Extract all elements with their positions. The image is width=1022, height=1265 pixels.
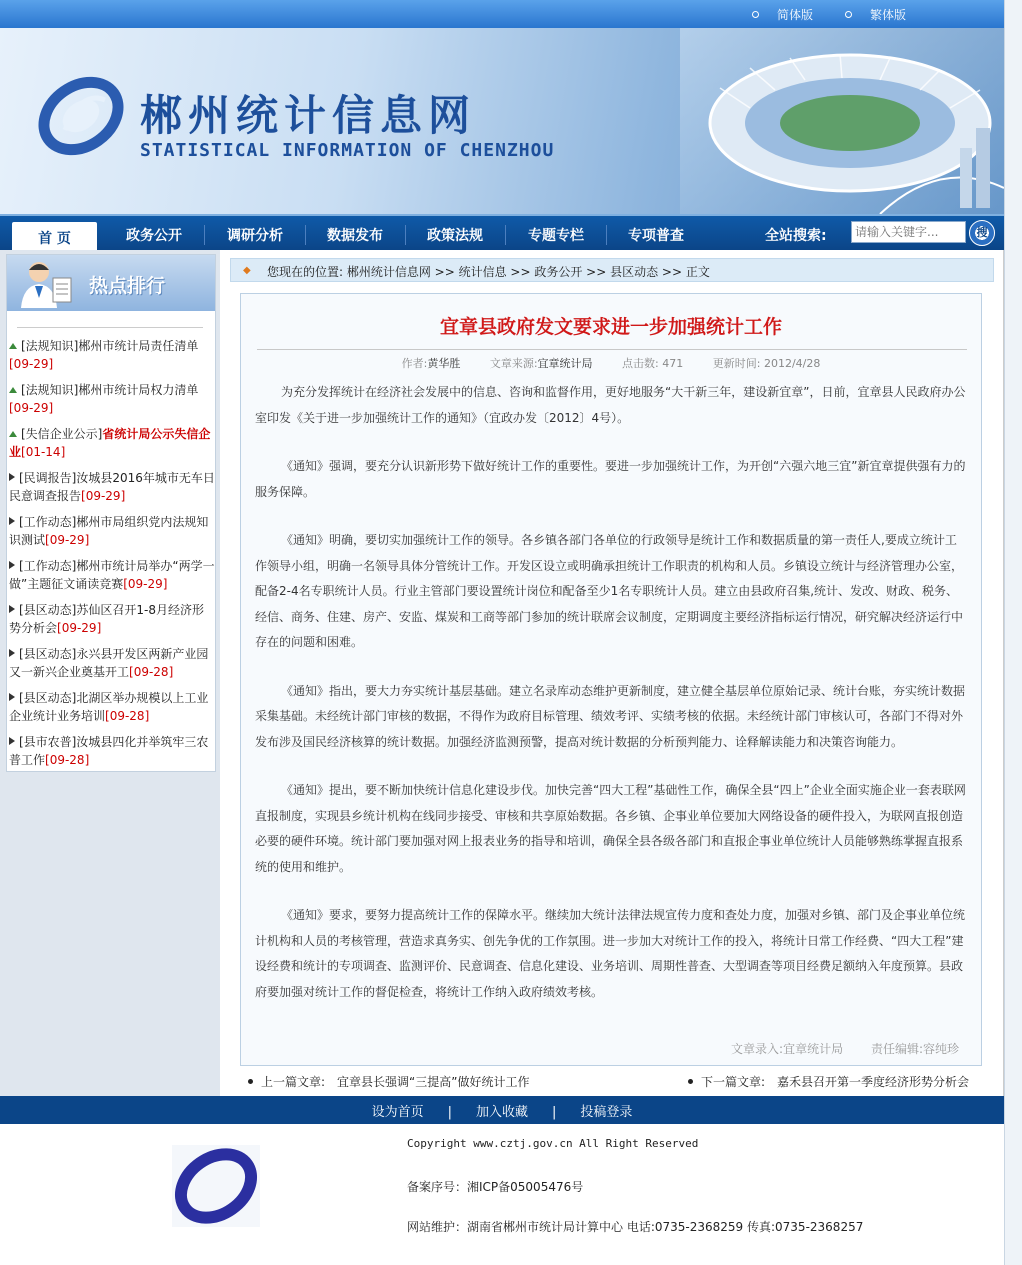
nav-data-release[interactable]: 数据发布 <box>327 228 383 244</box>
breadcrumb-text: 您现在的位置: 郴州统计信息网 >> 统计信息 >> 政务公开 >> 县区动态 >> 正文 <box>267 265 710 279</box>
bullet-triangle-icon <box>9 693 15 701</box>
bullet-triangle-icon <box>9 649 15 657</box>
nav-policy[interactable]: 政策法规 <box>427 228 483 244</box>
list-item[interactable] <box>9 381 215 417</box>
list-item[interactable] <box>9 689 215 725</box>
next-title: 嘉禾县召开第一季度经济形势分析会 <box>777 1075 970 1089</box>
traditional-label: 繁体版 <box>870 8 907 22</box>
list-item-text: [县市农普]汝城县四化并举筑牢三农普工作 <box>9 735 209 767</box>
list-item-date: [09-28] <box>129 665 174 679</box>
add-favorite-link[interactable]: 加入收藏 <box>475 1105 528 1120</box>
divider <box>257 349 967 350</box>
prev-title: 宜章县长强调“三提高”做好统计工作 <box>337 1075 530 1089</box>
list-item-date: [09-28] <box>45 753 90 767</box>
nav-home[interactable]: 首 页 <box>12 222 97 252</box>
hot-ranking-title: 热点排行 <box>89 275 166 297</box>
list-item-date: [01-14] <box>21 445 66 459</box>
scrollbar[interactable] <box>1004 0 1022 1265</box>
list-item[interactable] <box>9 557 215 593</box>
article-title: 宜章县政府发文要求进一步加强统计工作 <box>439 316 782 338</box>
list-item[interactable] <box>9 337 215 373</box>
bullet-triangle-icon <box>9 517 15 525</box>
list-item[interactable] <box>9 645 215 681</box>
list-item-date: [09-28] <box>105 709 150 723</box>
traditional-link[interactable] <box>845 6 906 23</box>
search-label: 全站搜索: <box>765 228 827 244</box>
list-item-text: [法规知识]郴州市统计局责任清单 <box>21 339 199 353</box>
divider <box>17 327 203 328</box>
list-item-date: [09-29] <box>57 621 102 635</box>
updated-value: 2012/4/28 <box>763 357 821 370</box>
list-item-highlight: 省统计局公示失信企业 <box>9 427 211 459</box>
bullet-triangle-icon <box>9 473 15 481</box>
list-item[interactable] <box>9 513 215 549</box>
article-body <box>255 380 967 1028</box>
list-item-text: [县区动态]永兴县开发区两新产业园又一新兴企业奠基开工 <box>9 647 209 679</box>
author-label: 作者: <box>401 357 428 370</box>
simplified-label: 简体版 <box>777 8 814 22</box>
breadcrumb <box>230 258 994 282</box>
arrow-icon: ◆ <box>243 265 251 276</box>
bullet-triangle-icon <box>9 343 17 349</box>
editor-label: 责任编辑: <box>870 1042 923 1056</box>
list-item-date: [09-29] <box>81 489 126 503</box>
list-item-date: [09-29] <box>9 401 54 415</box>
hits-label: 点击数: <box>622 357 659 370</box>
footer <box>0 1124 1004 1265</box>
submit-login-link[interactable]: 投稿登录 <box>580 1105 633 1120</box>
bullet-triangle-icon <box>9 737 15 745</box>
circle-icon <box>752 11 759 18</box>
set-homepage-link[interactable]: 设为首页 <box>371 1105 424 1120</box>
simplified-link[interactable] <box>752 6 813 23</box>
list-item-text: [失信企业公示] <box>21 427 103 441</box>
search-button[interactable]: 搜 <box>969 220 995 246</box>
list-item-text: [工作动态]郴州市统计局举办“两学一做”主题征文诵读竞赛 <box>9 559 215 591</box>
top-bar <box>0 0 1004 28</box>
article <box>240 293 982 1066</box>
footer-links <box>0 1096 1004 1124</box>
nav-census[interactable]: 专项普查 <box>628 228 684 244</box>
article-meta <box>241 355 981 371</box>
bullet-icon <box>248 1079 253 1084</box>
bullet-icon <box>688 1079 693 1084</box>
prev-article-link[interactable] <box>248 1073 529 1090</box>
list-item-date: [09-29] <box>123 577 168 591</box>
sidebar <box>0 250 220 1096</box>
list-item-text: [法规知识]郴州市统计局权力清单 <box>21 383 199 397</box>
prev-label: 上一篇文章: <box>261 1075 326 1089</box>
search-input[interactable] <box>851 221 966 243</box>
list-item[interactable] <box>9 469 215 505</box>
nav-gov-affairs[interactable]: 政务公开 <box>126 228 182 244</box>
logo-icon <box>35 70 127 162</box>
bullet-triangle-icon <box>9 561 15 569</box>
user-avatar-icon <box>17 258 75 308</box>
paragraph: 《通知》提出，要不断加快统计信息化建设步伐。加快完善“四大工程”基础性工作，确保全县“四上”企业全面实施企业一套表联网直报制度，实现县乡统计机构在线同步接受、审核和共享原始数据。各乡镇、企事业单位要加大网络设备的硬件投入，为联网直报创造必要的硬件环境。统计部门要加强对网上报表业务的指导和培训，确保全县各级各部门和直报企事业单位统计人员能够熟练掌握直报系统的使用和维护。 <box>255 783 966 874</box>
entry-label: 文章录入: <box>731 1042 784 1056</box>
list-item[interactable] <box>9 425 215 461</box>
stadium-illustration <box>680 28 1004 214</box>
hot-ranking-box <box>6 254 216 772</box>
circle-icon <box>845 11 852 18</box>
source-label: 文章来源: <box>489 357 538 370</box>
bullet-triangle-icon <box>9 605 15 613</box>
article-footer <box>731 1040 959 1057</box>
footer-logo-icon <box>172 1145 260 1227</box>
paragraph: 为充分发挥统计在经济社会发展中的信息、咨询和监督作用，更好地服务“大干新三年，建设新宜章”，日前，宜章县人民政府办公室印发《关于进一步加强统计工作的通知》（宜政办发〔2012〕4号）。 <box>255 385 966 425</box>
next-label: 下一篇文章: <box>701 1075 766 1089</box>
list-item-date: [09-29] <box>9 357 54 371</box>
nav-special-topics[interactable]: 专题专栏 <box>528 228 584 244</box>
list-item-text: [县区动态]北湖区举办规模以上工业企业统计业务培训 <box>9 691 209 723</box>
bullet-triangle-icon <box>9 387 17 393</box>
site-subtitle: STATISTICAL INFORMATION OF CHENZHOU <box>140 140 555 161</box>
hot-ranking-header <box>7 255 215 311</box>
list-item[interactable] <box>9 733 215 769</box>
banner <box>0 28 1004 214</box>
separator: | <box>447 1105 452 1120</box>
updated-label: 更新时间: <box>712 357 761 370</box>
paragraph: 《通知》强调，要充分认识新形势下做好统计工作的重要性。要进一步加强统计工作，为开创“六强六地三宜”新宜章提供强有力的服务保障。 <box>255 459 966 499</box>
list-item-text: [民调报告]汝城县2016年城市无车日民意调查报告 <box>9 471 215 503</box>
editor-value: 容纯珍 <box>922 1042 959 1056</box>
copyright: Copyright www.cztj.gov.cn All Right Reserved <box>407 1137 699 1150</box>
bullet-triangle-icon <box>9 431 17 437</box>
separator: | <box>552 1105 557 1120</box>
source-value: 宜章统计局 <box>537 357 593 370</box>
list-item-text: [县区动态]苏仙区召开1-8月经济形势分析会 <box>9 603 204 635</box>
entry-value: 宜章统计局 <box>783 1042 844 1056</box>
paragraph: 《通知》明确，要切实加强统计工作的领导。各乡镇各部门各单位的行政领导是统计工作和数据质量的第一责任人,要成立统计工作领导小组，明确一名领导具体分管统计工作。开发区设立或明确承担统计工作职责的机构和人员。乡镇设立统计与经济管理办公室，配备2-4名专职统计人员。行业主管部门要设置统计岗位和配备至少1名专职统计人员。建立由县政府召集,统计、发改、财政、税务、经信、商务、住建、房产、安监、煤炭和工商等部门参加的统计联席会议制度，定期调度主要经济指标运行情况，研究解决经济运行中存在的问题和困难。 <box>255 533 964 649</box>
nav-research[interactable]: 调研分析 <box>227 228 283 244</box>
list-item-date: [09-29] <box>45 533 90 547</box>
hits-value: 471 <box>662 357 684 370</box>
maintainer-info: 网站维护：湖南省郴州市统计局计算中心 电话:0735-2368259 传真:0735-2368257 <box>407 1220 864 1234</box>
list-item-text: [工作动态]郴州市局组织党内法规知识测试 <box>9 515 209 547</box>
icp-number: 备案序号：湘ICP备05005476号 <box>407 1180 584 1194</box>
list-item[interactable] <box>9 601 215 637</box>
next-article-link[interactable] <box>688 1073 969 1090</box>
main-nav <box>0 214 1004 250</box>
paragraph: 《通知》要求，要努力提高统计工作的保障水平。继续加大统计法律法规宣传力度和查处力度，加强对乡镇、部门及企事业单位统计机构和人员的考核管理，营造求真务实、创先争优的工作氛围。进一步加大对统计工作的投入，将统计日常工作经费、“四大工程”建设经费和统计的专项调查、监测评价、民意调查、信息化建设、业务培训、周期性普查、大型调查等项目经费足额纳入年度预算。县政府要加强对统计工作的督促检查，将统计工作纳入政府绩效考核。 <box>255 908 966 999</box>
paragraph: 《通知》指出，要大力夯实统计基层基础。建立名录库动态维护更新制度，建立健全基层单位原始记录、统计台账，夯实统计数据采集基础。未经统计部门审核的数据，不得作为政府目标管理、绩效考评、实绩考核的依据。未经统计部门审核认可，各部门不得对外发布涉及国民经济核算的统计数据。加强经济监测预警，提高对统计数据的分析预判能力、诠释解读能力和决策咨询能力。 <box>255 683 966 749</box>
author-value: 黄华胜 <box>427 357 461 370</box>
site-title: 郴州统计信息网 <box>140 91 477 140</box>
